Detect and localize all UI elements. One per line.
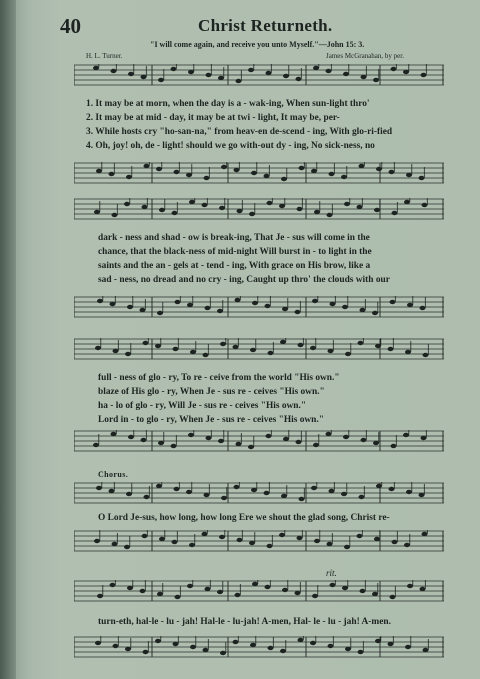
lyric-line: ha - lo of glo - ry, Will Je - sus re - ceives "His own." (98, 401, 307, 411)
composer-credit: James McGranahan, by per. (326, 52, 404, 60)
lyricist-credit: H. L. Turner. (86, 52, 123, 60)
lyric-line: 1. It may be at morn, when the day is a - wak-ing, When sun-light thro' (86, 99, 370, 109)
music-staff (74, 338, 444, 360)
book-gutter (0, 0, 16, 679)
music-staff (74, 530, 444, 552)
music-staff (74, 296, 444, 318)
lyric-line: sad - ness, no dread and no cry - ing, Caught up thro' the clouds with our (98, 275, 390, 285)
lyric-line: dark - ness and shad - ow is break-ing, That Je - sus will come in the (98, 233, 370, 243)
music-staff (74, 198, 444, 220)
lyric-line: chance, that the black-ness of mid-night Will burst in - to light in the (98, 247, 372, 257)
music-staff (74, 64, 444, 86)
lyric-line: blaze of His glo - ry, When Je - sus re - ceives "His own." (98, 387, 325, 397)
music-staff (74, 580, 444, 602)
music-staff (74, 162, 444, 184)
lyric-line: full - ness of glo - ry, To re - ceive from the world "His own." (98, 373, 340, 383)
tempo-mark: rit. (326, 568, 337, 578)
lyric-line: saints and the an - gels at - tend - ing, With grace on His brow, like a (98, 261, 371, 271)
lyric-line: Lord in - to glo - ry, When Je - sus re - ceives "His own." (98, 415, 324, 425)
lyric-line: turn-eth, hal-le - lu - jah! Hal-le - lu-jah! A-men, Hal- le - lu - jah! A-men. (98, 617, 391, 627)
music-staff (74, 482, 444, 504)
music-staff (74, 430, 444, 452)
hymn-title: Christ Returneth. (198, 16, 333, 35)
page-number: 40 (60, 14, 81, 38)
scripture-reference: "I will come again, and receive you unto Myself."—John 15: 3. (150, 40, 365, 49)
music-staff (74, 636, 444, 658)
lyric-line: 4. Oh, joy! oh, de - light! should we go with-out dy - ing, No sick-ness, no (86, 141, 375, 151)
lyric-line: 3. While hosts cry "ho-san-na," from heav-en de-scend - ing, With glo-ri-fied (86, 127, 393, 137)
chorus-label: Chorus. (98, 470, 129, 479)
lyric-line: O Lord Je-sus, how long, how long Ere we shout the glad song, Christ re- (98, 513, 390, 523)
lyric-line: 2. It may be at mid - day, it may be at twi - light, It may be, per- (86, 113, 340, 123)
